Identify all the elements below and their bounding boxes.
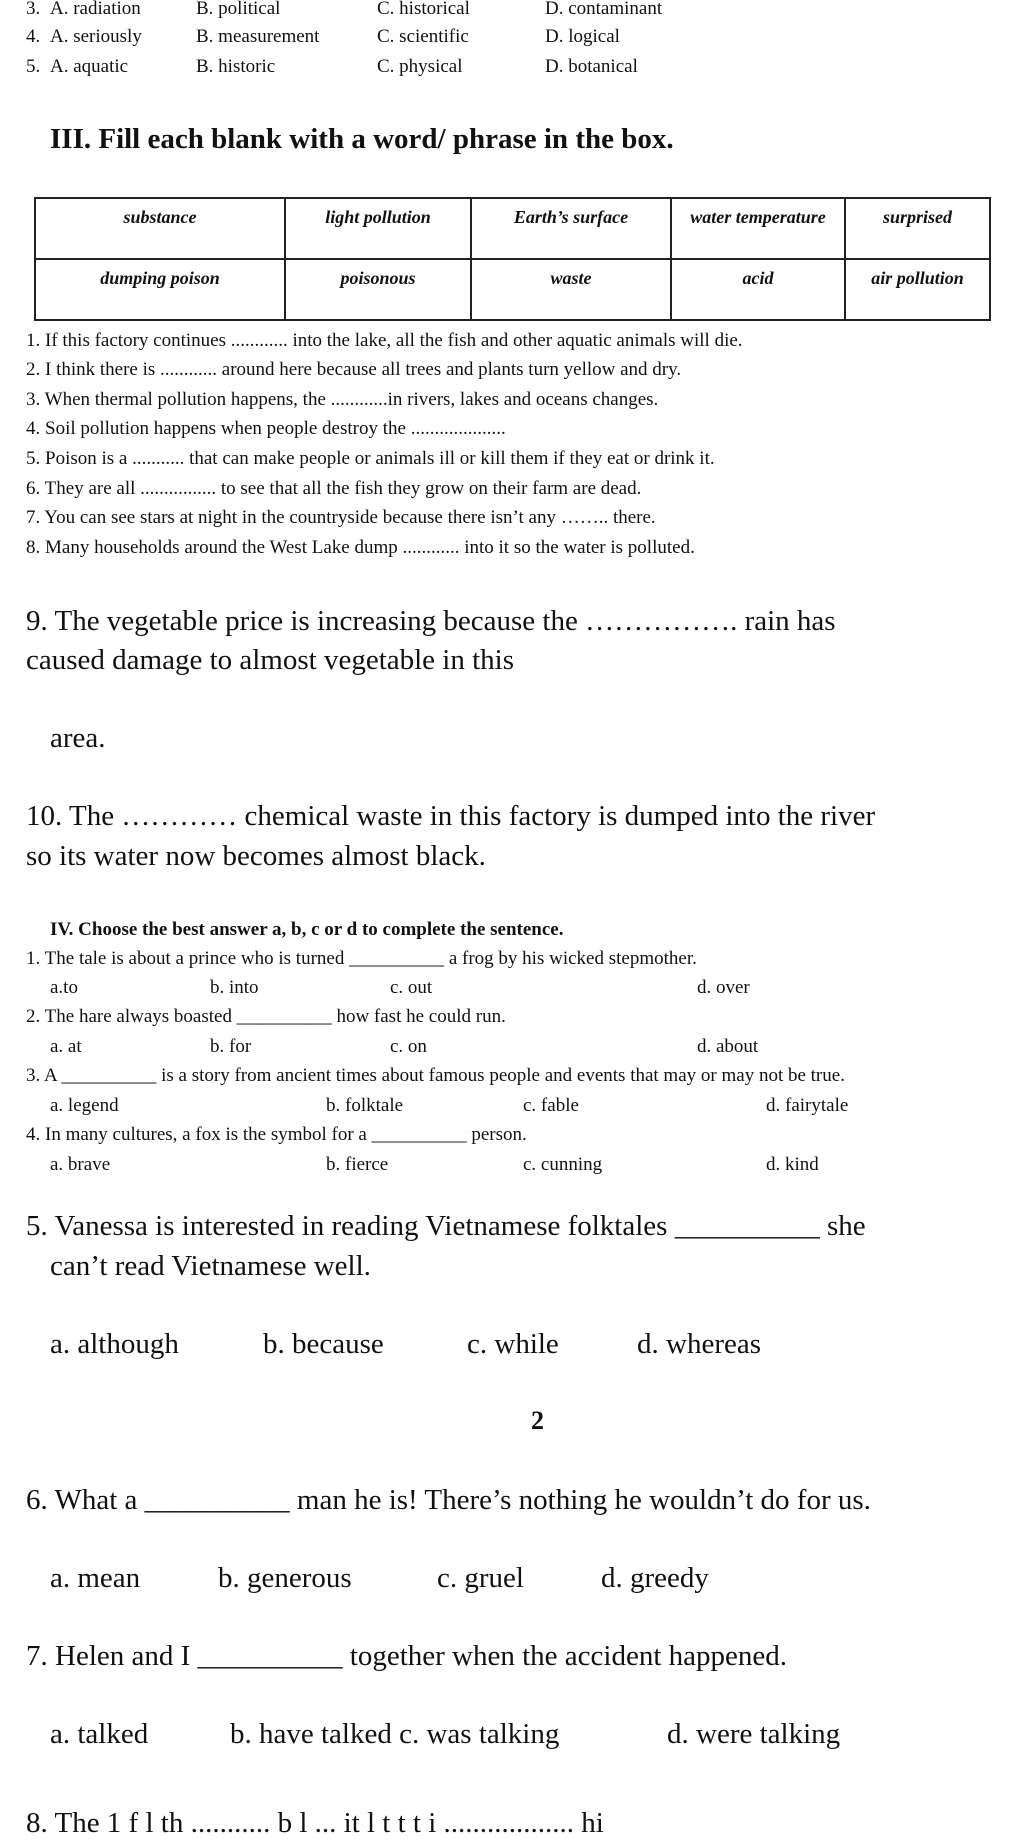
part3-sentence-8: 8. Many households around the West Lake dump ............ into it so the water is polluted. (26, 537, 695, 558)
word-box-cell: waste (471, 259, 671, 320)
word-box (34, 197, 991, 321)
word-box-cell: Earth’s surface (471, 198, 671, 259)
part4-q6-option-b: b. generous (218, 1562, 352, 1594)
part3-q9-line3: area. (50, 722, 106, 754)
part4-q3-option-b: b. folktale (326, 1095, 404, 1116)
part2-row-3-num: 3. (26, 0, 41, 19)
part4-q1-option-c: c. out (390, 977, 433, 998)
word-box-cell: poisonous (285, 259, 471, 320)
part4-q4-text: 4. In many cultures, a fox is the symbol for a __________ person. (26, 1124, 527, 1145)
part4-heading: IV. Choose the best answer a, b, c or d to complete the sentence. (50, 919, 564, 940)
part4-q2-text: 2. The hare always boasted __________ how fast he could run. (26, 1006, 506, 1027)
part2-row-3-option-b: B. political (196, 0, 281, 19)
part3-q10-line2: so its water now becomes almost black. (26, 840, 486, 872)
part4-q8-cutoff (26, 1806, 986, 1839)
part4-q7-option-bc: b. have talked c. was talking (230, 1718, 560, 1750)
part2-row-4-num: 4. (26, 26, 41, 47)
part2-row-5-option-a: A. aquatic (50, 56, 129, 77)
part4-q6-option-c: c. gruel (437, 1562, 524, 1594)
part4-q1-option-d: d. over (697, 977, 750, 998)
part2-row-5-option-b: B. historic (196, 56, 276, 77)
part4-q2-option-c: c. on (390, 1036, 427, 1057)
part4-q3-option-d: d. fairytale (766, 1095, 849, 1116)
part4-q7-option-a: a. talked (50, 1718, 149, 1750)
part3-q9-line2: caused damage to almost vegetable in this (26, 644, 515, 676)
word-box-cell: air pollution (845, 259, 990, 320)
part4-q2-option-a: a. at (50, 1036, 82, 1057)
part2-row-5-option-d: D. botanical (545, 56, 638, 77)
part4-q3-option-c: c. fable (523, 1095, 579, 1116)
part4-q3-text: 3. A __________ is a story from ancient times about famous people and events that may or may not be true. (26, 1065, 845, 1086)
part4-q8-partial-text: 8. The 1 f l th ........... b l ... it l t t t i .................. hi (26, 1807, 604, 1839)
part4-q7-text: 7. Helen and I __________ together when the accident happened. (26, 1640, 787, 1672)
part2-row-4-option-d: D. logical (545, 26, 620, 47)
part3-sentence-6: 6. They are all ................ to see that all the fish they grow on their farm are dead. (26, 478, 642, 499)
part4-q4-option-d: d. kind (766, 1154, 819, 1175)
part4-q6-option-a: a. mean (50, 1562, 141, 1594)
part4-q5-option-d: d. whereas (637, 1328, 762, 1360)
part3-q10-line1: 10. The ………… chemical waste in this factory is dumped into the river (26, 800, 876, 832)
part4-q5-line1: 5. Vanessa is interested in reading Vietnamese folktales __________ she (26, 1210, 866, 1242)
part3-q9-line1: 9. The vegetable price is increasing because the ……………. rain has (26, 605, 836, 637)
part4-q5-option-b: b. because (263, 1328, 384, 1360)
part2-row-4-option-a: A. seriously (50, 26, 142, 47)
part4-q1-text: 1. The tale is about a prince who is turned __________ a frog by his wicked stepmother. (26, 948, 697, 969)
part4-q4-option-b: b. fierce (326, 1154, 389, 1175)
part4-q7-option-d: d. were talking (667, 1718, 841, 1750)
word-box-cell: dumping poison (35, 259, 285, 320)
word-box-cell: acid (671, 259, 845, 320)
part2-row-4-option-b: B. measurement (196, 26, 320, 47)
part3-sentence-1: 1. If this factory continues ............ into the lake, all the fish and other aquatic animals will die. (26, 330, 743, 351)
part3-sentence-2: 2. I think there is ............ around here because all trees and plants turn yellow and dry. (26, 359, 682, 380)
part4-q2-option-d: d. about (697, 1036, 759, 1057)
part4-q6-text: 6. What a __________ man he is! There’s nothing he wouldn’t do for us. (26, 1484, 871, 1516)
part4-q1-option-b: b. into (210, 977, 259, 998)
part2-row-5-num: 5. (26, 56, 41, 77)
part2-row-3-option-c: C. historical (377, 0, 470, 19)
part4-q5-option-c: c. while (467, 1328, 559, 1360)
word-box-cell: water temperature (671, 198, 845, 259)
part4-q3-option-a: a. legend (50, 1095, 119, 1116)
part3-sentence-7: 7. You can see stars at night in the countryside because there isn’t any …….. there. (26, 507, 656, 528)
part2-row-3-option-d: D. contaminant (545, 0, 663, 19)
word-box-cell: surprised (845, 198, 990, 259)
part2-row-4-option-c: C. scientific (377, 26, 469, 47)
part3-sentence-3: 3. When thermal pollution happens, the ............in rivers, lakes and oceans changes. (26, 389, 659, 410)
part3-sentence-4: 4. Soil pollution happens when people destroy the .................... (26, 418, 506, 439)
part3-heading: III. Fill each blank with a word/ phrase in the box. (50, 123, 674, 155)
word-box-cell: substance (35, 198, 285, 259)
part4-q1-option-a: a.to (50, 977, 78, 998)
part2-row-3-option-a: A. radiation (50, 0, 141, 19)
part4-q4-option-c: c. cunning (523, 1154, 603, 1175)
page-number: 2 (531, 1406, 544, 1435)
part4-q6-option-d: d. greedy (601, 1562, 709, 1594)
part4-q4-option-a: a. brave (50, 1154, 111, 1175)
word-box-cell: light pollution (285, 198, 471, 259)
part4-q5-line2: can’t read Vietnamese well. (50, 1250, 371, 1282)
part4-q2-option-b: b. for (210, 1036, 252, 1057)
part3-sentence-5: 5. Poison is a ........... that can make people or animals ill or kill them if they eat or drink it. (26, 448, 715, 469)
part2-row-5-option-c: C. physical (377, 56, 463, 77)
part4-q5-option-a: a. although (50, 1328, 179, 1360)
